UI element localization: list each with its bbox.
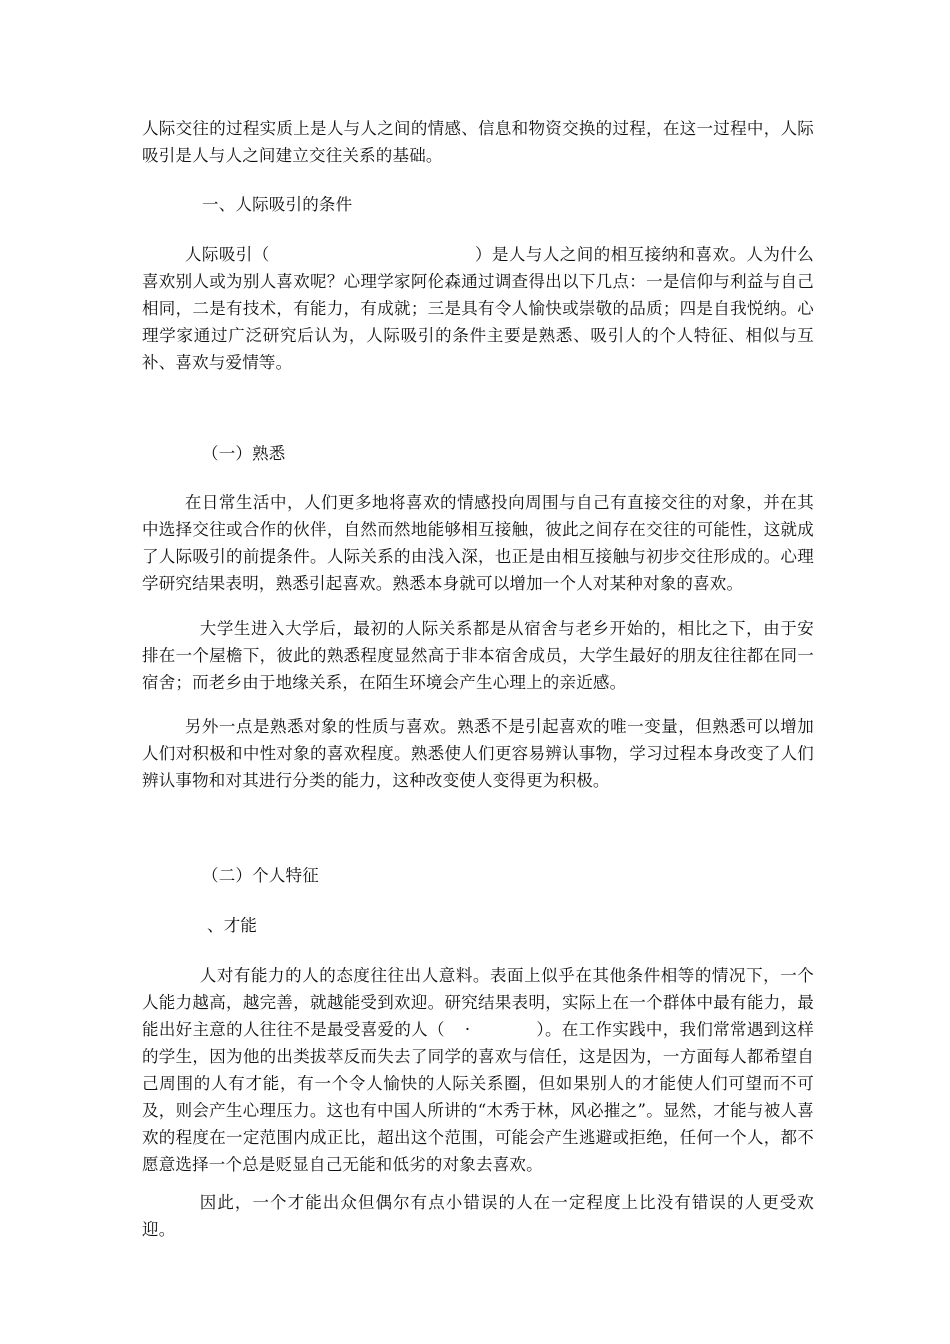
subsection-heading-familiarity: （一）熟悉 — [202, 444, 286, 463]
familiarity-paragraph-1: 在日常生活中，人们更多地将喜欢的情感投向周围与自己有直接交往的对象，并在其中选择交往或合作的伙伴，自然而然地能够相互接触，彼此之间存在交往的可能性，这就成了人际吸引的前提条件。人际关系的由浅入深，也正是由相互接触与初步交往形成的。心理学研究结果表明，熟悉引起喜欢。熟悉本身就可以增加一个人对某种对象的喜欢。 — [142, 493, 814, 593]
familiarity-paragraph-2: 大学生进入大学后，最初的人际关系都是从宿舍与老乡开始的，相比之下，由于安排在一个屋檐下，彼此的熟悉程度显然高于非本宿舍成员，大学生最好的朋友往往都在同一宿舍；而老乡由于地缘关系，在陌生环境会产生心理上的亲近感。 — [142, 619, 814, 692]
talent-end: ）。在工作实践中，我们常常遇到这样的学生，因为他的出类拔萃反而失去了同学的喜欢与信任，这是因为，一方面每人都希望自己周围的人有才能，有一个令人愉快的人际关系圈，但如果别人的才能使人们可望而不可及，则会产生心理压力。这也有中国人所讲的“木秀于林，风必摧之”。显然，才能与被人喜欢的程度在一定范围内成正比，超出这个范围，可能会产生逃避或拒绝，任何一个人，都不愿意选择一个总是贬显自己无能和低劣的对象去喜欢。 — [142, 1020, 814, 1174]
familiarity-paragraph-3: 另外一点是熟悉对象的性质与喜欢。熟悉不是引起喜欢的唯一变量，但熟悉可以增加人们对积极和中性对象的喜欢程度。熟悉使人们更容易辨认事物，学习过程本身改变了人们辨认事物和对其进行分类的能力，这种改变使人变得更为积极。 — [142, 717, 814, 790]
talent-dot: · — [464, 1020, 471, 1039]
intro-paragraph: 人际交往的过程实质上是人与人之间的情感、信息和物资交换的过程，在这一过程中，人际吸引是人与人之间建立交往关系的基础。 — [142, 119, 814, 165]
talent-paragraph — [142, 962, 814, 1178]
talent-heading: 、才能 — [207, 916, 258, 935]
section-heading: 一、人际吸引的条件 — [202, 195, 353, 214]
definition-end: ）是人与人之间的相互接纳和喜欢。人为什么喜欢别人或为别人喜欢呢？心理学家阿伦森通过调查得出以下几点：一是信仰与利益与自己相同，二是有技术，有能力，有成就；三是具有令人愉快或崇敬的品质；四是自我悦纳。心理学家通过广泛研究后认为，人际吸引的条件主要是熟悉、吸引人的个人特征、相似与互补、喜欢与爱情等。 — [142, 245, 815, 372]
talent-start: 人对有能力的人的态度往往出人意料。表面上似乎在其他条件相等的情况下，一个人能力越高，越完善，就越能受到欢迎。研究结果表明，实际上在一个群体中最有能力，最能出好主意的人往往不是最受喜爱的人（ — [142, 966, 814, 1039]
definition-paragraph — [142, 241, 814, 376]
conclusion-paragraph: 因此，一个才能出众但偶尔有点小错误的人在一定程度上比没有错误的人更受欢迎。 — [142, 1193, 814, 1239]
definition-start: 人际吸引（ — [184, 245, 270, 264]
subsection-heading-personal-traits: （二）个人特征 — [202, 866, 319, 885]
